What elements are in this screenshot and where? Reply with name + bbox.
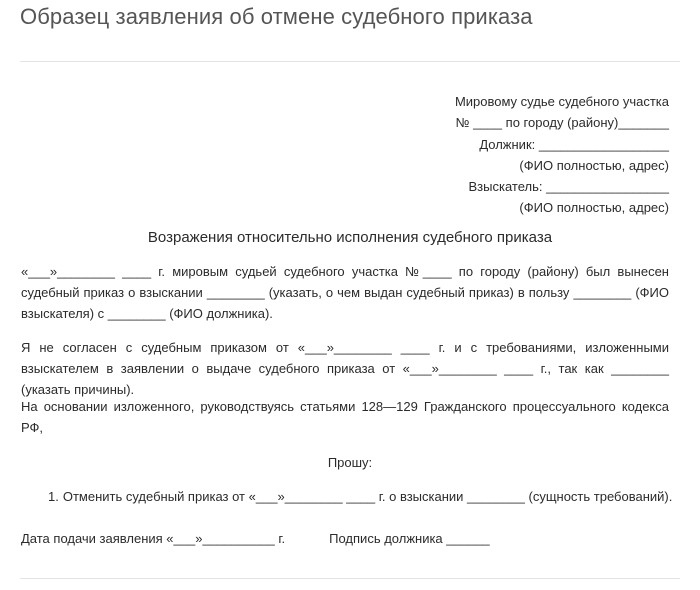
addressee-debtor-hint: (ФИО полностью, адрес) (519, 157, 669, 173)
list-item (48, 489, 672, 504)
document-heading: Возражения относительно исполнения судебного приказа (147, 229, 553, 246)
submission-date-label: Дата подачи заявления «___»__________ г. (21, 531, 286, 546)
signature-line (21, 531, 490, 546)
page-title: Образец заявления об отмене судебного приказа (20, 4, 533, 29)
debtor-signature-label: Подпись должника ______ (329, 531, 490, 546)
top-divider (20, 61, 680, 62)
addressee-block (455, 91, 669, 219)
list-item-text: Отменить судебный приказ от «___»________ ____ г. о взыскании ________ (сущность требований). (62, 489, 673, 504)
list-item-number: 1. (48, 489, 59, 504)
addressee-court-number-line: № ____ по городу (району)_______ (455, 115, 669, 131)
addressee-court-line: Мировому судье судебного участка (454, 94, 669, 109)
addressee-debtor-line: Должник: __________________ (479, 136, 669, 152)
request-label: Прошу: (327, 455, 373, 470)
bottom-divider (20, 578, 680, 579)
request-list (48, 489, 672, 504)
addressee-creditor-hint: (ФИО полностью, адрес) (519, 200, 669, 216)
paragraph-legal-basis: На основании изложенного, руководствуясь статьями 128—129 Гражданского процессуального кодекса РФ, (21, 399, 669, 435)
addressee-creditor-line: Взыскатель: _________________ (468, 179, 669, 195)
paragraph-objection: Я не согласен с судебным приказом от «___»________ ____ г. и с требованиями, изложенными взыскателем в заявлении о выдаче судебного приказа от «___»________ ____ г., так как ________ (указать причины). (21, 340, 669, 397)
paragraph-court-order: «___»________ ____ г. мировым судьей судебного участка №____ по городу (району) был вынесен судебный приказ о взыскании ________ (указать, о чем выдан судебный приказ) в пользу ________ (ФИО взыскателя) с ________ (ФИО должника). (21, 264, 669, 321)
